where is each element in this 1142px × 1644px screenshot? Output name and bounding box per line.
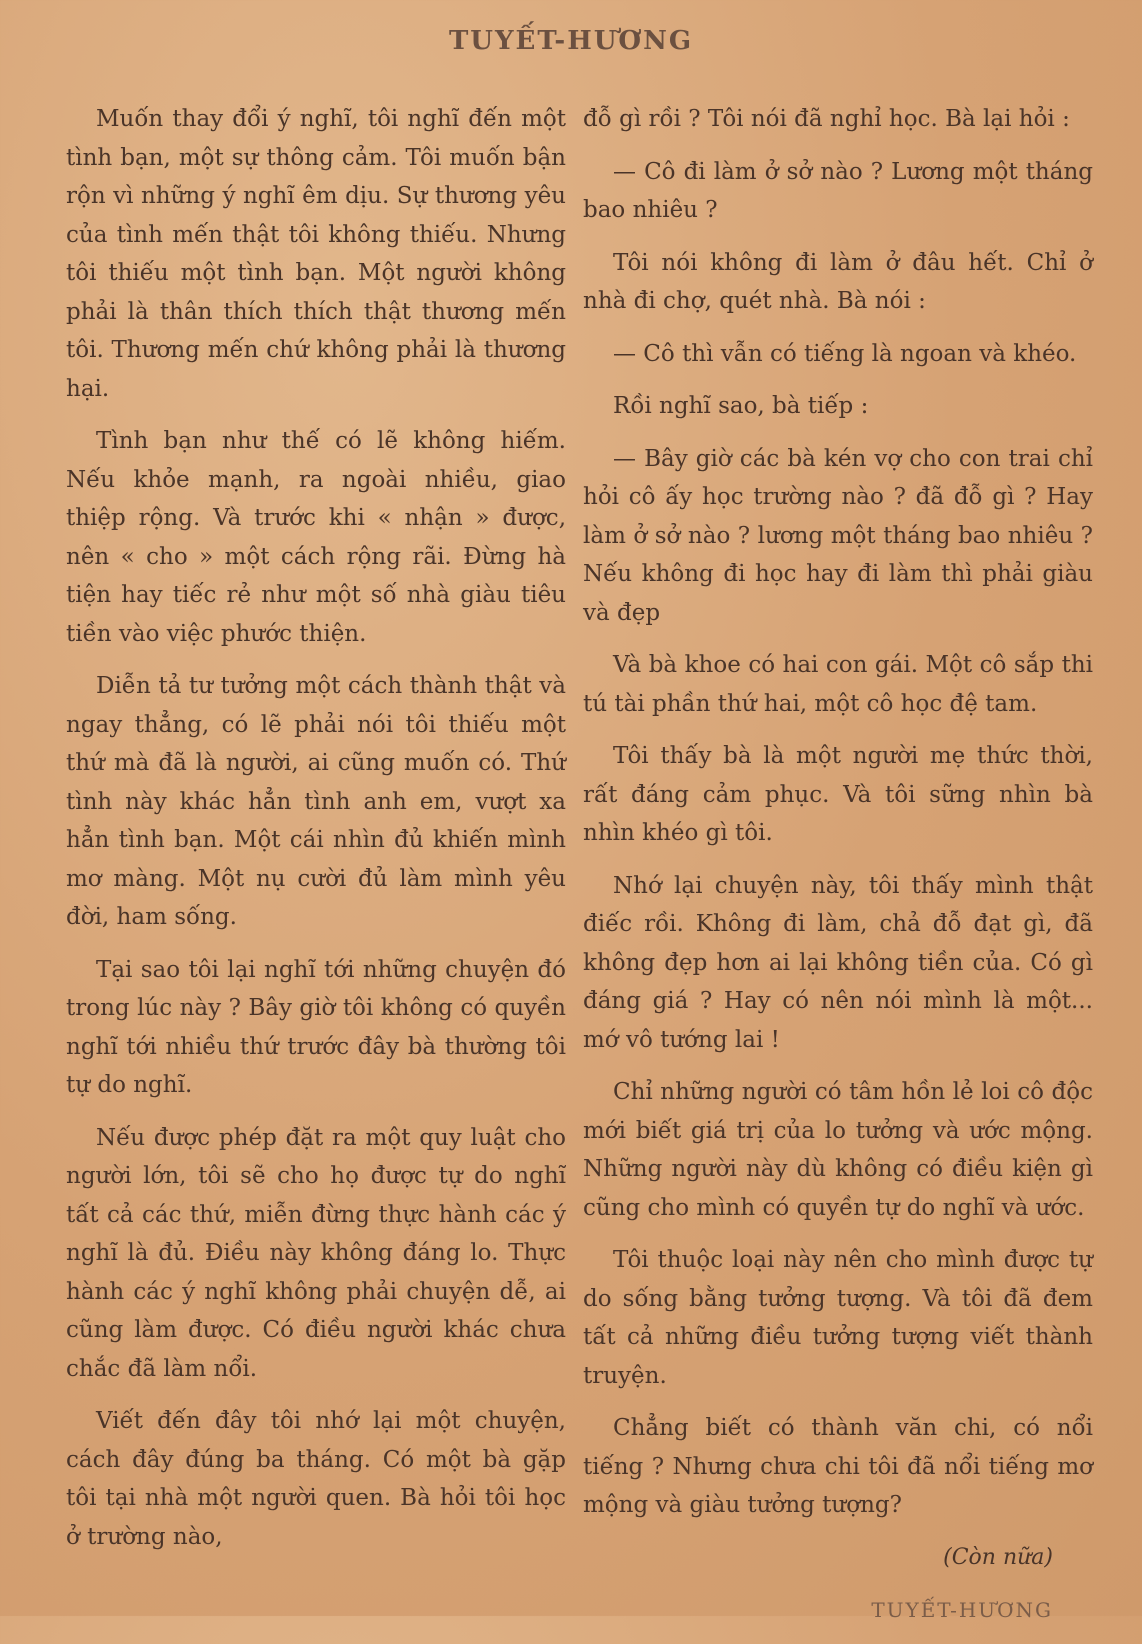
paragraph: Tôi nói không đi làm ở đâu hết. Chỉ ở nhà đi chợ, quét nhà. Bà nói : [583,249,1093,314]
paragraph: Diễn tả tư tưởng một cách thành thật và ngay thẳng, có lẽ phải nói tôi thiếu một thứ mà đã là người, ai cũng muốn có. Thứ tình này khác hẳn tình anh em, vượt xa hẳn tình bạn. Một cái nhìn đủ khiến mình mơ màng. Một nụ cười đủ làm mình yêu đời, ham sống. [66,673,566,930]
right-column [583,100,1093,1644]
paragraph: Chẳng biết có thành văn chi, có nổi tiếng ? Nhưng chưa chi tôi đã nổi tiếng mơ mộng và giàu tưởng tượng? [583,1415,1093,1518]
paragraph: Tình bạn như thế có lẽ không hiếm. Nếu khỏe mạnh, ra ngoài nhiều, giao thiệp rộng. Và trước khi « nhận » được, nên « cho » một cách rộng rãi. Đừng hà tiện hay tiếc rẻ như một số nhà giàu tiêu tiền vào việc phước thiện. [66,428,566,647]
paragraph: Và bà khoe có hai con gái. Một cô sắp thi tú tài phần thứ hai, một cô học đệ tam. [583,652,1093,717]
dialogue-line: — Cô đi làm ở sở nào ? Lương một tháng bao nhiêu ? [583,158,1093,223]
paragraph: Chỉ những người có tâm hồn lẻ loi cô độc mới biết giá trị của lo tưởng và ước mộng. Những người này dù không có điều kiện gì cũng cho mình có quyền tự do nghĩ và ước. [583,1079,1093,1221]
page-header-title: TUYẾT-HƯƠNG [448,26,694,56]
paragraph: Tôi thuộc loại này nên cho mình được tự do sống bằng tưởng tượng. Và tôi đã đem tất cả những điều tưởng tượng viết thành truyện. [583,1247,1093,1389]
dialogue-line: — Bây giờ các bà kén vợ cho con trai chỉ hỏi cô ấy học trường nào ? đã đỗ gì ? Hay làm ở sở nào ? lương một tháng bao nhiêu ? Nếu không đi học hay đi làm thì phải giàu và đẹp [583,445,1093,626]
paragraph: Rồi nghĩ sao, bà tiếp : [613,393,869,419]
paragraph: Tôi thấy bà là một người mẹ thức thời, rất đáng cảm phục. Và tôi sững nhìn bà nhìn khéo gì tôi. [583,743,1093,846]
paragraph: Nhớ lại chuyện này, tôi thấy mình thật điếc rồi. Không đi làm, chả đỗ đạt gì, đã không đẹp hơn ai lại không tiền của. Có gì đáng giá ? Hay có nên nói mình là một... mớ vô tướng lai ! [583,872,1093,1053]
paragraph: Tại sao tôi lại nghĩ tới những chuyện đó trong lúc này ? Bây giờ tôi không có quyền nghĩ tới nhiều thứ trước đây bà thường tôi tự do nghĩ. [66,956,566,1098]
paragraph: đỗ gì rồi ? Tôi nói đã nghỉ học. Bà lại hỏi : [583,106,1070,132]
paragraph: Muốn thay đổi ý nghĩ, tôi nghĩ đến một tình bạn, một sự thông cảm. Tôi muốn bận rộn vì những ý nghĩ êm dịu. Sự thương yêu của tình mến thật tôi không thiếu. Nhưng tôi thiếu một tình bạn. Một người không phải là thân thích thích thật thương mến tôi. Thương mến chứ không phải là thương hại. [66,106,566,402]
author-signature: TUYẾT-HƯƠNG [871,1598,1053,1622]
paragraph: Nếu được phép đặt ra một quy luật cho người lớn, tôi sẽ cho họ được tự do nghĩ tất cả các thứ, miễn đừng thực hành các ý nghĩ là đủ. Điều này không đáng lo. Thực hành các ý nghĩ không phải chuyện dễ, ai cũng làm được. Có điều người khác chưa chắc đã làm nổi. [66,1124,566,1382]
paragraph: Viết đến đây tôi nhớ lại một chuyện, cách đây đúng ba tháng. Có một bà gặp tôi tại nhà một người quen. Bà hỏi tôi học ở trường nào, [66,1408,566,1550]
left-column [66,100,566,1570]
continued-note: (Còn nữa) [943,1544,1053,1570]
dialogue-line: — Cô thì vẫn có tiếng là ngoan và khéo. [613,340,1077,367]
